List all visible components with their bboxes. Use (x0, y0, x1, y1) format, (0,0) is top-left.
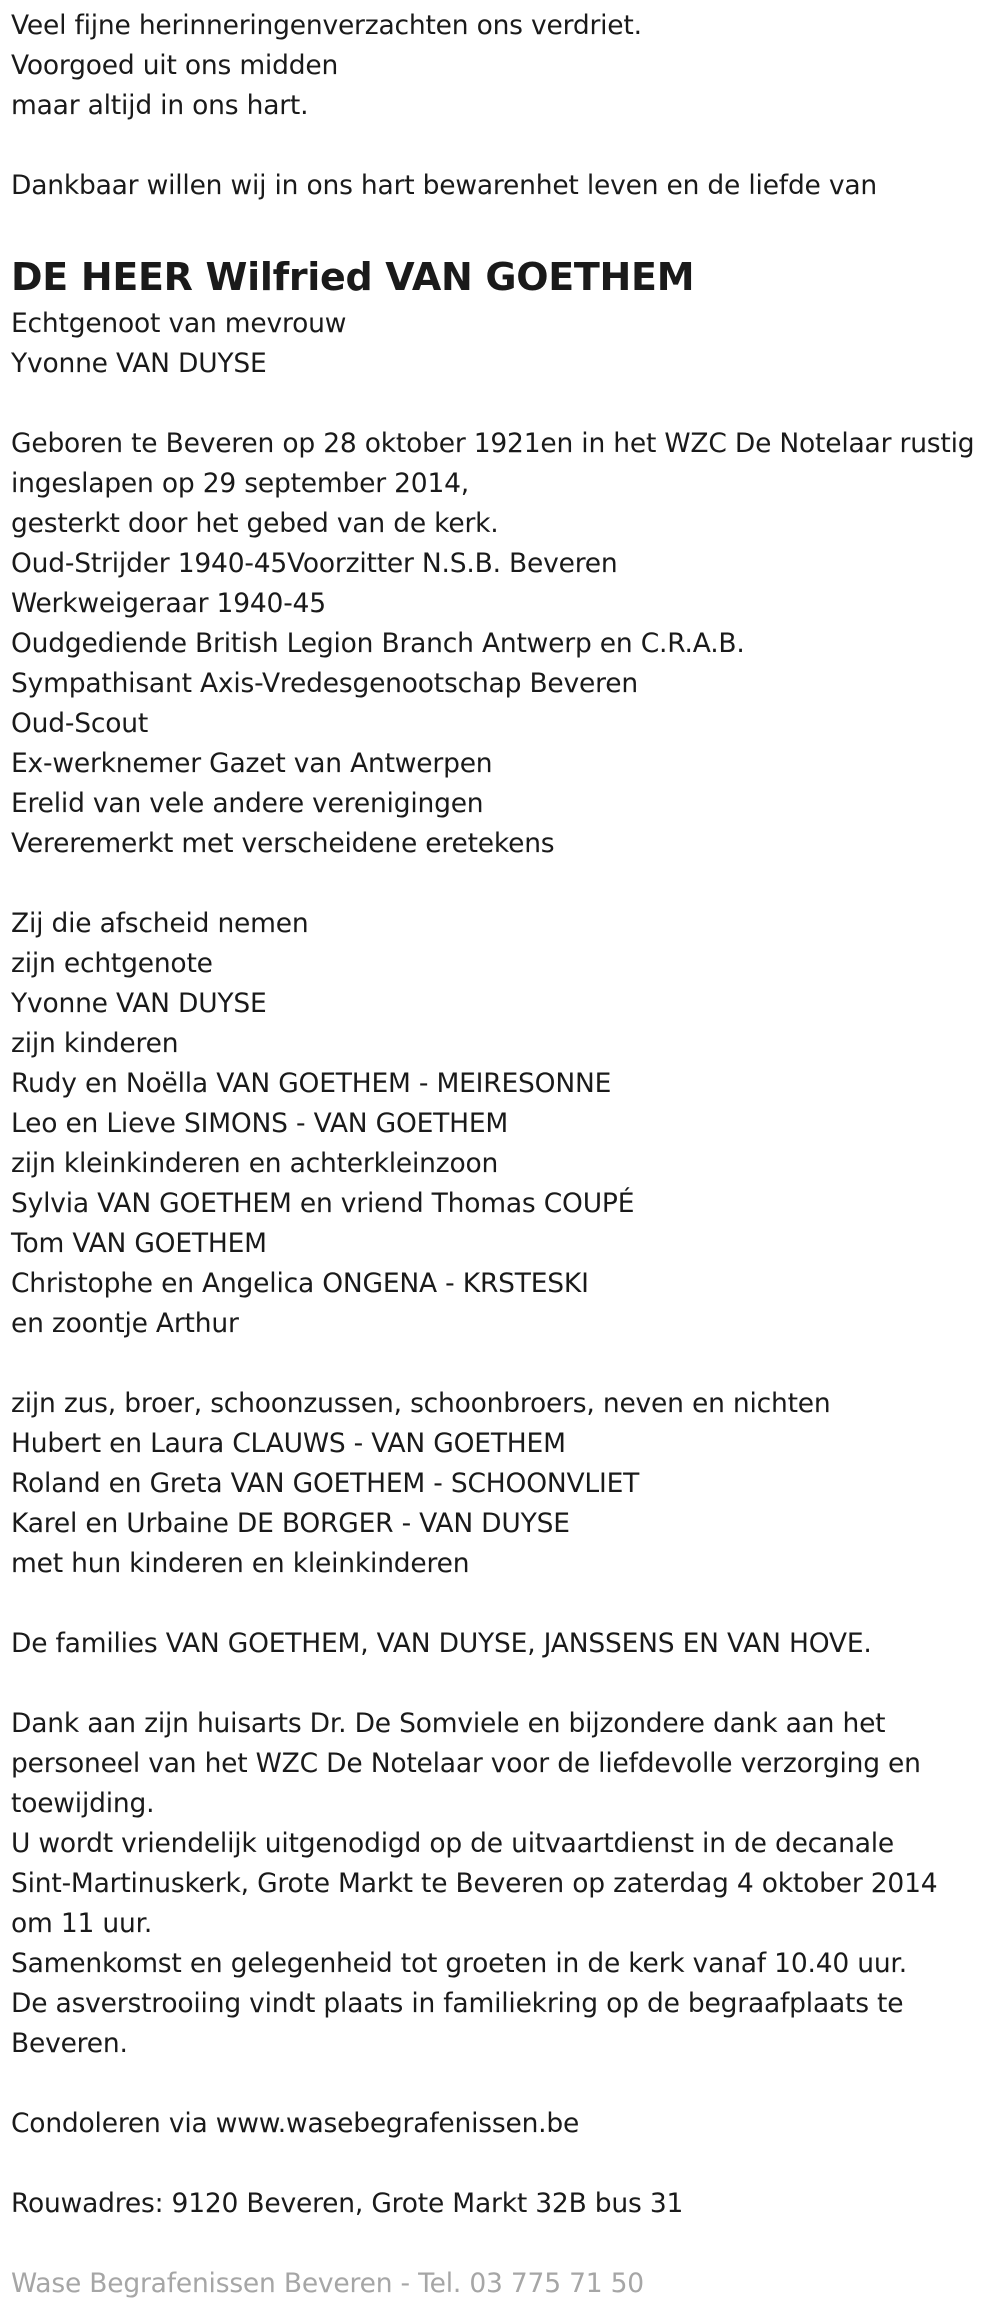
spacer (11, 1584, 1000, 1624)
announcement-line: Sint-Martinuskerk, Grote Markt te Beveren op zaterdag 4 oktober 2014 (11, 1868, 938, 1899)
mourner-line: zijn kinderen (11, 1028, 179, 1059)
intro-line: Voorgoed uit ons midden (11, 50, 339, 81)
mourner-line: Zij die afscheid nemen (11, 908, 309, 939)
mourners-section (11, 904, 1000, 1344)
mourner-line: Rudy en Noëlla VAN GOETHEM - MEIRESONNE (11, 1068, 612, 1099)
spacer (11, 2224, 1000, 2264)
condolences-link[interactable]: www.wasebegrafenissen.be (215, 2108, 580, 2139)
biography-line: Oud-Scout (11, 708, 149, 739)
relative-line: Karel en Urbaine DE BORGER - VAN DUYSE (11, 1508, 570, 1539)
deceased-name: DE HEER Wilfried VAN GOETHEM (11, 255, 695, 299)
mourner-line: Yvonne VAN DUYSE (11, 988, 267, 1019)
spacer (11, 1664, 1000, 1704)
mourning-address: Rouwadres: 9120 Beveren, Grote Markt 32B bus 31 (11, 2188, 684, 2219)
relative-line: met hun kinderen en kleinkinderen (11, 1548, 470, 1579)
mourner-line: Leo en Lieve SIMONS - VAN GOETHEM (11, 1108, 509, 1139)
biography-section (11, 424, 1000, 864)
biography-line: Sympathisant Axis-Vredesgenootschap Beveren (11, 668, 638, 699)
relative-line: Hubert en Laura CLAUWS - VAN GOETHEM (11, 1428, 566, 1459)
funeral-home-footer: Wase Begrafenissen Beveren - Tel. 03 775 71 50 (11, 2268, 644, 2299)
announcement-line: personeel van het WZC De Notelaar voor de liefdevolle verzorging en (11, 1748, 921, 1779)
biography-line: Geboren te Beveren op 28 oktober 1921en in het WZC De Notelaar rustig (11, 428, 975, 459)
spouse-name: Yvonne VAN DUYSE (11, 348, 267, 379)
condolences-prefix: Condoleren via (11, 2108, 216, 2139)
spacer (11, 206, 1000, 246)
spacer (11, 864, 1000, 904)
biography-line: Werkweigeraar 1940-45 (11, 588, 326, 619)
families-line: De families VAN GOETHEM, VAN DUYSE, JANSSENS EN VAN HOVE. (11, 1628, 872, 1659)
relative-line: Roland en Greta VAN GOETHEM - SCHOONVLIET (11, 1468, 640, 1499)
announcement-line: Dank aan zijn huisarts Dr. De Somviele en bijzondere dank aan het (11, 1708, 886, 1739)
announcement-section (11, 1704, 1000, 2064)
relatives-section (11, 1384, 1000, 1584)
intro-line: Dankbaar willen wij in ons hart bewarenhet leven en de liefde van (11, 170, 878, 201)
mourner-line: Sylvia VAN GOETHEM en vriend Thomas COUPÉ (11, 1188, 635, 1219)
spacer (11, 126, 1000, 166)
spacer (11, 1344, 1000, 1384)
announcement-line: toewijding. (11, 1788, 155, 1819)
biography-line: Ex-werknemer Gazet van Antwerpen (11, 748, 493, 779)
intro-line: Veel fijne herinneringenverzachten ons verdriet. (11, 10, 642, 41)
mourner-line: Christophe en Angelica ONGENA - KRSTESKI (11, 1268, 589, 1299)
biography-line: gesterkt door het gebed van de kerk. (11, 508, 499, 539)
announcement-line: De asverstrooiing vindt plaats in familiekring op de begraafplaats te (11, 1988, 904, 2019)
biography-line: Oud-Strijder 1940-45Voorzitter N.S.B. Beveren (11, 548, 618, 579)
mourner-line: zijn echtgenote (11, 948, 213, 979)
condolences-line (11, 2104, 1000, 2144)
announcement-line: U wordt vriendelijk uitgenodigd op de uitvaartdienst in de decanale (11, 1828, 894, 1859)
announcement-line: Beveren. (11, 2028, 128, 2059)
biography-line: Erelid van vele andere verenigingen (11, 788, 484, 819)
spacer (11, 2064, 1000, 2104)
relative-line: zijn zus, broer, schoonzussen, schoonbroers, neven en nichten (11, 1388, 831, 1419)
intro-line: maar altijd in ons hart. (11, 90, 309, 121)
mourner-line: Tom VAN GOETHEM (11, 1228, 267, 1259)
biography-line: ingeslapen op 29 september 2014, (11, 468, 469, 499)
announcement-line: om 11 uur. (11, 1908, 153, 1939)
spacer (11, 2144, 1000, 2184)
biography-line: Vereremerkt met verscheidene eretekens (11, 828, 555, 859)
spouse-label: Echtgenoot van mevrouw (11, 308, 347, 339)
mourner-line: en zoontje Arthur (11, 1308, 239, 1339)
announcement-line: Samenkomst en gelegenheid tot groeten in de kerk vanaf 10.40 uur. (11, 1948, 907, 1979)
biography-line: Oudgediende British Legion Branch Antwerp en C.R.A.B. (11, 628, 745, 659)
spacer (11, 384, 1000, 424)
mourner-line: zijn kleinkinderen en achterkleinzoon (11, 1148, 499, 1179)
